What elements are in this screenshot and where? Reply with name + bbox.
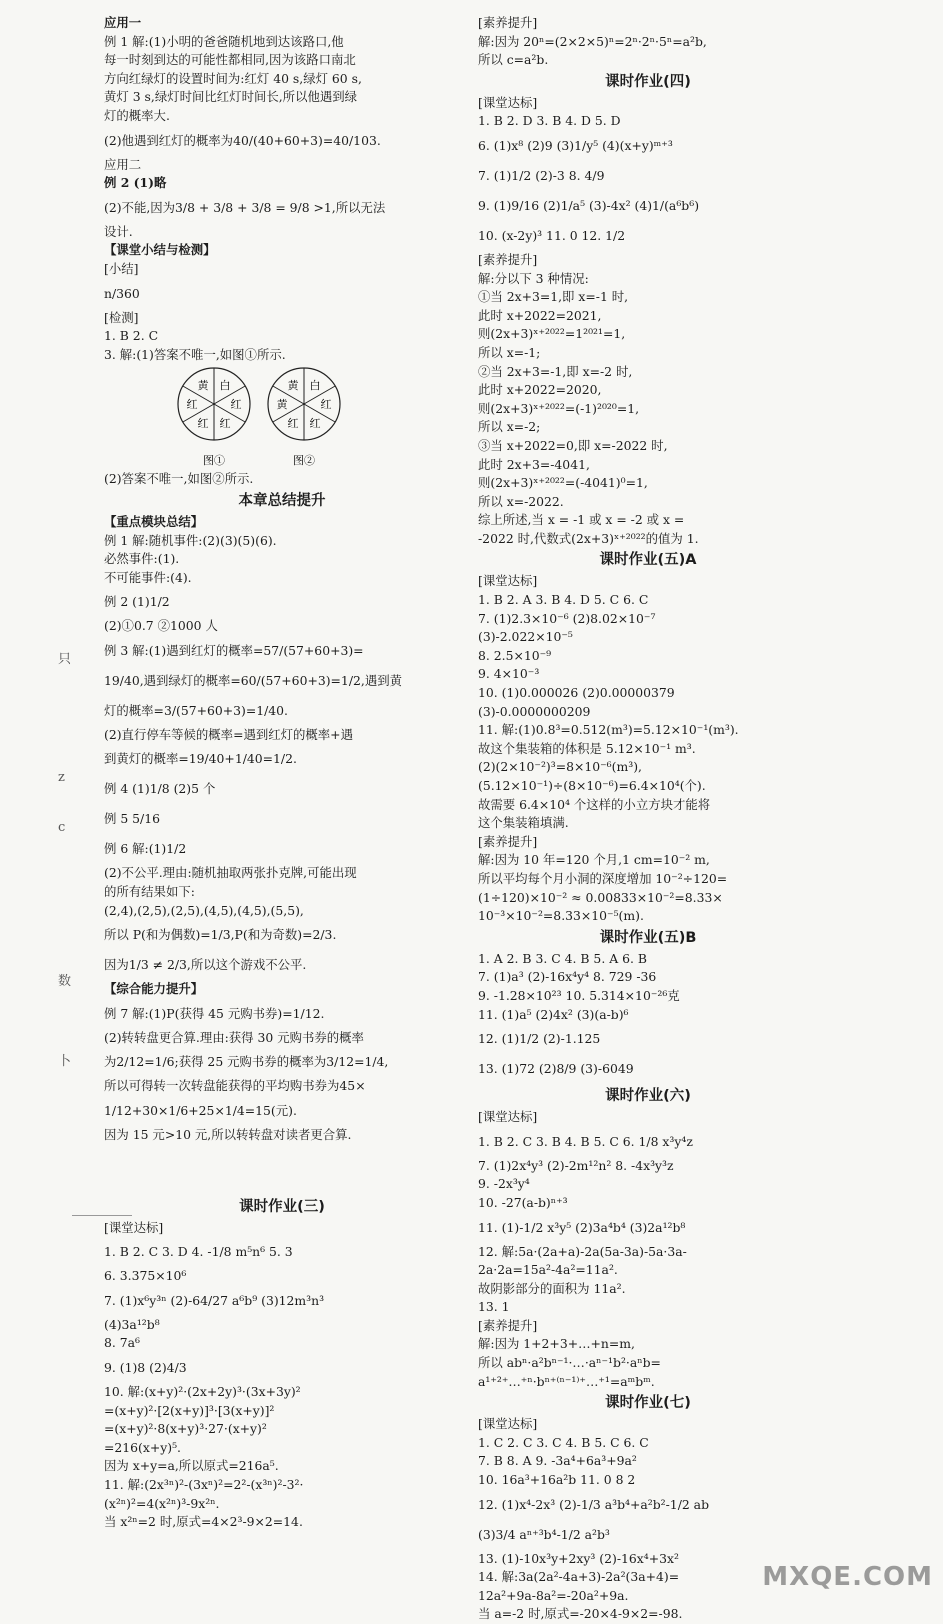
text-line: 13. 1 [478, 1299, 510, 1315]
text-line: 因为 15 元>10 元,所以转转盘对读者更合算. [104, 1127, 352, 1143]
text-line: 1. A 2. B 3. C 4. B 5. A 6. B [478, 950, 647, 966]
text-line: 为2/12=1/6;获得 25 元购书券的概率为3/12=1/4, [104, 1054, 389, 1070]
text-line: (2)答案不唯一,如图②所示. [104, 471, 254, 487]
section-title: 本章总结提升 [238, 492, 326, 509]
text-line: 1. B 2. D 3. B 4. D 5. D [478, 113, 621, 129]
text-line: 每一时刻到达的可能性都相同,因为该路口南北 [104, 52, 356, 68]
text-line: 【课堂小结与检测】 [104, 242, 216, 258]
watermark: MXQE.COM [762, 1562, 933, 1592]
text-line: 11. 解:(1)0.8³=0.512(m³)=5.12×10⁻¹(m³). [478, 722, 739, 738]
text-line: [课堂达标] [104, 1219, 164, 1235]
section-divider [72, 1215, 132, 1216]
text-line: 解:分以下 3 种情况: [478, 270, 589, 286]
margin-mark: 数 [58, 974, 72, 989]
text-line: 灯的概率=3/(57+60+3)=1/40. [104, 702, 288, 718]
text-line: 1. B 2. C 3. D 4. -1/8 m⁵n⁶ 5. 3 [104, 1244, 293, 1260]
text-line: 所以 x=-2022. [478, 493, 564, 509]
text-line: [素养提升] [478, 251, 538, 267]
text-line: (3)3/4 aⁿ⁺³b⁴-1/2 a²b³ [478, 1526, 610, 1542]
text-line: 因为1/3 ≠ 2/3,所以这个游戏不公平. [104, 957, 307, 973]
text-line: (1÷120)×10⁻² ≈ 0.00833×10⁻²=8.33× [478, 889, 723, 905]
spinner-sector-label: 红 [309, 417, 321, 431]
text-line: 19/40,遇到绿灯的概率=60/(57+60+3)=1/2,遇到黄 [104, 672, 402, 688]
text-line: 黄灯 3 s,绿灯时间比红灯时间长,所以他遇到绿 [104, 89, 358, 105]
text-line: 例 2 (1)1/2 [104, 594, 170, 610]
text-line: 12. (1)x⁴-2x³ (2)-1/3 a³b⁴+a²b²-1/2 ab [478, 1496, 710, 1512]
text-line: 10. (x-2y)³ 11. 0 12. 1/2 [478, 227, 626, 243]
section-title: 课时作业(三) [239, 1198, 325, 1215]
section-title: 课时作业(七) [605, 1395, 691, 1412]
figure-caption: 图① [203, 454, 225, 468]
spinner-sector-label: 红 [186, 398, 198, 412]
text-line: 11. (1)-1/2 x³y⁵ (2)3a⁴b⁴ (3)2a¹²b⁸ [478, 1219, 686, 1235]
text-line: [检测] [104, 309, 139, 325]
text-line: 灯的概率大. [104, 107, 170, 123]
section-title: 课时作业(六) [605, 1088, 691, 1105]
text-line: [课堂达标] [478, 1109, 538, 1125]
margin-mark: 只 [58, 652, 72, 667]
spinner-sector-label: 红 [320, 398, 332, 412]
text-line: 解:因为 20ⁿ=(2×2×5)ⁿ=2ⁿ·2ⁿ·5ⁿ=a²b, [478, 33, 707, 49]
text-line: 设计. [104, 223, 133, 239]
text-line: 1. B 2. C 3. B 4. B 5. C 6. 1/8 x³y⁴z [478, 1133, 693, 1149]
text-line: 9. -2x³y⁴ [478, 1176, 530, 1192]
text-line: 7. (1)1/2 (2)-3 8. 4/9 [478, 167, 605, 183]
spinner-sector-label: 红 [219, 417, 231, 431]
text-line: 【综合能力提升】 [104, 981, 204, 997]
text-line: 故阴影部分的面积为 11a². [478, 1280, 626, 1296]
text-line: (2)(2×10⁻²)³=8×10⁻⁶(m³), [478, 759, 642, 775]
text-line: (4)3a¹²b⁸ [104, 1316, 160, 1332]
text-line: 7. (1)2x⁴y³ (2)-2m¹²n² 8. -4x³y³z [478, 1157, 674, 1173]
text-line: 因为 x+y=a,所以原式=216a⁵. [104, 1458, 279, 1474]
text-line: 【重点模块总结】 [104, 513, 204, 529]
text-line: 11. 解:(2x³ⁿ)²-(3xⁿ)²=2²-(x³ⁿ)²-3²· [104, 1476, 304, 1492]
text-line: 的所有结果如下: [104, 884, 195, 900]
text-line: 例 5 5/16 [104, 811, 160, 827]
text-line: 例 2 (1)略 [104, 175, 167, 191]
text-line: (2)①0.7 ②1000 人 [104, 618, 218, 634]
text-line: 则(2x+3)ˣ⁺²⁰²²=1²⁰²¹=1, [478, 326, 626, 342]
text-line: 所以 abⁿ·a²bⁿ⁻¹·…·aⁿ⁻¹b²·aⁿb= [478, 1355, 661, 1371]
spinner-figures [104, 364, 460, 470]
text-line: 例 1 解:(1)小明的爸爸随机地到达该路口,他 [104, 33, 344, 49]
text-line: 10⁻³×10⁻²=8.33×10⁻⁵(m). [478, 908, 644, 924]
text-line: 所以平均每个月小洞的深度增加 10⁻²÷120= [478, 870, 728, 886]
text-line: (2)不能,因为3/8 + 3/8 + 3/8 = 9/8 >1,所以无法 [104, 199, 386, 215]
text-line: 13. (1)72 (2)8/9 (3)-6049 [478, 1061, 634, 1077]
text-line: 所以可得转一次转盘能获得的平均购书券为45× [104, 1078, 366, 1094]
spinner-sector-label: 红 [287, 417, 299, 431]
spinner-sector-label: 黄 [287, 379, 299, 393]
text-line: 10. (1)0.000026 (2)0.00000379 [478, 685, 675, 701]
text-line: 应用二 [104, 156, 142, 172]
text-line: ③当 x+2022=0,即 x=-2022 时, [478, 437, 668, 453]
text-line: 此时 2x+3=-4041, [478, 456, 590, 472]
text-line: (2)他遇到红灯的概率为40/(40+60+3)=40/103. [104, 132, 381, 148]
text-line: 8. 7a⁶ [104, 1335, 140, 1351]
section-title: 课时作业(四) [605, 73, 691, 90]
text-line: [素养提升] [478, 15, 538, 30]
text-line: 所以 x=-1; [478, 344, 541, 360]
text-line: 故这个集装箱的体积是 5.12×10⁻¹ m³. [478, 740, 696, 756]
text-line: 方向红绿灯的设置时间为:红灯 40 s,绿灯 60 s, [104, 70, 362, 86]
text-line: 10. 16a³+16a²b 11. 0 8 2 [478, 1472, 636, 1488]
text-line: (2)不公平.理由:随机抽取两张扑克牌,可能出现 [104, 865, 357, 881]
text-line: 故需要 6.4×10⁴ 个这样的小立方块才能将 [478, 796, 711, 812]
spinner-sector-label: 白 [219, 379, 231, 393]
text-line: 当 x²ⁿ=2 时,原式=4×2³-9×2=14. [104, 1514, 303, 1530]
spinner-sector-label: 红 [230, 398, 242, 412]
figure-caption: 图② [293, 454, 315, 468]
text-line: 7. (1)x⁶y³ⁿ (2)-64/27 a⁶b⁹ (3)12m³n³ [104, 1292, 325, 1308]
text-line: [小结] [104, 260, 139, 276]
text-line: 14. 解:3a(2a²-4a+3)-2a²(3a+4)= [478, 1569, 680, 1585]
text-line: -2022 时,代数式(2x+3)ˣ⁺²⁰²²的值为 1. [478, 530, 699, 546]
text-line: 1/12+30×1/6+25×1/4=15(元). [104, 1103, 297, 1119]
text-line: 10. -27(a-b)ⁿ⁺³ [478, 1194, 568, 1210]
text-line: 9. -1.28×10²³ 10. 5.314×10⁻²⁶克 [478, 987, 680, 1003]
text-line: 到黄灯的概率=19/40+1/40=1/2. [104, 751, 297, 767]
text-line: 9. 4×10⁻³ [478, 666, 540, 682]
text-line: ①当 2x+3=1,即 x=-1 时, [478, 289, 629, 305]
margin-mark: c [58, 820, 66, 835]
text-line: 例 3 解:(1)遇到红灯的概率=57/(57+60+3)= [104, 642, 364, 658]
left-column [104, 14, 460, 1532]
text-line: 此时 x+2022=2021, [478, 307, 602, 323]
text-line: [课堂达标] [478, 1416, 538, 1432]
text-line: (2,4),(2,5),(2,5),(4,5),(4,5),(5,5), [104, 902, 304, 918]
text-line: 12a²+9a-8a²=-20a²+9a. [478, 1587, 629, 1603]
text-line: (2)转转盘更合算.理由:获得 30 元购书券的概率 [104, 1029, 364, 1045]
text-line: 解:因为 10 年=120 个月,1 cm=10⁻² m, [478, 852, 710, 868]
text-line: n/360 [104, 285, 140, 301]
spacer [104, 1145, 460, 1195]
text-line: 7. B 8. A 9. -3a⁴+6a³+9a² [478, 1453, 637, 1469]
text-line: 13. (1)-10x³y+2xy³ (2)-16x⁴+3x² [478, 1550, 679, 1566]
text-line: (2)直行停车等候的概率=遇到红灯的概率+遇 [104, 726, 353, 742]
spinner-sector-label: 白 [309, 379, 321, 393]
text-line: [素养提升] [478, 1317, 538, 1333]
text-line: 6. 3.375×10⁶ [104, 1268, 187, 1284]
right-column [478, 14, 818, 1624]
text-line: 3. 解:(1)答案不唯一,如图①所示. [104, 346, 286, 362]
text-line: 7. (1)2.3×10⁻⁶ (2)8.02×10⁻⁷ [478, 610, 656, 626]
section-title: 课时作业(五)A [599, 552, 697, 569]
text-line: =216(x+y)⁵. [104, 1439, 181, 1455]
text-line: 不可能事件:(4). [104, 569, 192, 585]
text-line: 此时 x+2022=2020, [478, 382, 602, 398]
spinner-sector-label: 红 [197, 417, 209, 431]
text-line: 例 7 解:(1)P(获得 45 元购书券)=1/12. [104, 1005, 325, 1021]
text-line: 例 4 (1)1/8 (2)5 个 [104, 781, 216, 797]
text-line: 2a·2a=15a²-4a²=11a². [478, 1262, 618, 1278]
text-line: 综上所述,当 x = -1 或 x = -2 或 x = [478, 512, 685, 528]
text-line: 应用一 [104, 15, 142, 30]
text-line: =(x+y)²·[2(x+y)]³·[3(x+y)]² [104, 1402, 275, 1418]
text-line: =(x+y)²·8(x+y)³·27·(x+y)² [104, 1421, 267, 1437]
text-line: (x²ⁿ)²=4(x²ⁿ)³-9x²ⁿ. [104, 1495, 220, 1511]
margin-mark: z [58, 770, 65, 785]
text-line: 当 a=-2 时,原式=-20×4-9×2=-98. [478, 1606, 683, 1622]
text-line: a¹⁺²⁺…⁺ⁿ·bⁿ⁺⁽ⁿ⁻¹⁾⁺…⁺¹=aᵐbᵐ. [478, 1373, 655, 1389]
text-line: 解:因为 1+2+3+…+n=m, [478, 1336, 635, 1352]
text-line: 例 6 解:(1)1/2 [104, 841, 187, 857]
text-line: ②当 2x+3=-1,即 x=-2 时, [478, 363, 633, 379]
text-line: 所以 x=-2; [478, 419, 541, 435]
section-title: 课时作业(五)B [599, 929, 697, 946]
text-line: 11. (1)a⁵ (2)4x² (3)(a-b)⁶ [478, 1006, 629, 1022]
text-line: 所以 P(和为偶数)=1/3,P(和为奇数)=2/3. [104, 927, 337, 943]
text-line: 6. (1)x⁸ (2)9 (3)1/y⁵ (4)(x+y)ᵐ⁺³ [478, 137, 673, 153]
spinner-sector-label: 黄 [197, 379, 209, 393]
text-line: (3)-2.022×10⁻⁵ [478, 629, 573, 645]
text-line: 必然事件:(1). [104, 551, 180, 567]
text-line: 1. B 2. A 3. B 4. D 5. C 6. C [478, 592, 649, 608]
text-line: 8. 2.5×10⁻⁹ [478, 647, 552, 663]
text-line: 1. B 2. C [104, 328, 159, 344]
text-line: 9. (1)8 (2)4/3 [104, 1360, 187, 1375]
text-line: 例 1 解:随机事件:(2)(3)(5)(6). [104, 532, 277, 548]
text-line: [素养提升] [478, 833, 538, 849]
margin-mark: 卜 [58, 1054, 72, 1069]
text-line: (5.12×10⁻¹)÷(8×10⁻⁶)=6.4×10⁴(个). [478, 778, 706, 793]
spinner-sector-label: 黄 [276, 398, 288, 412]
text-line: 10. 解:(x+y)²·(2x+2y)³·(3x+3y)² [104, 1384, 301, 1399]
text-line: 12. (1)1/2 (2)-1.125 [478, 1031, 601, 1047]
text-line: (3)-0.0000000209 [478, 703, 591, 719]
text-line: [课堂达标] [478, 573, 538, 589]
text-line: 这个集装箱填满. [478, 815, 569, 831]
text-line: [课堂达标] [478, 94, 538, 110]
text-line: 则(2x+3)ˣ⁺²⁰²²=(-4041)⁰=1, [478, 475, 648, 491]
text-line: 9. (1)9/16 (2)1/a⁵ (3)-4x² (4)1/(a⁶b⁶) [478, 197, 700, 213]
spinner-diagram [164, 364, 364, 470]
text-line: 12. 解:5a·(2a+a)-2a(5a-3a)-5a·3a- [478, 1243, 687, 1259]
text-line: 1. C 2. C 3. C 4. B 5. C 6. C [478, 1434, 649, 1450]
text-line: 所以 c=a²b. [478, 52, 549, 68]
text-line: 7. (1)a³ (2)-16x⁴y⁴ 8. 729 -36 [478, 969, 657, 985]
text-line: 则(2x+3)ˣ⁺²⁰²²=(-1)²⁰²⁰=1, [478, 400, 640, 416]
